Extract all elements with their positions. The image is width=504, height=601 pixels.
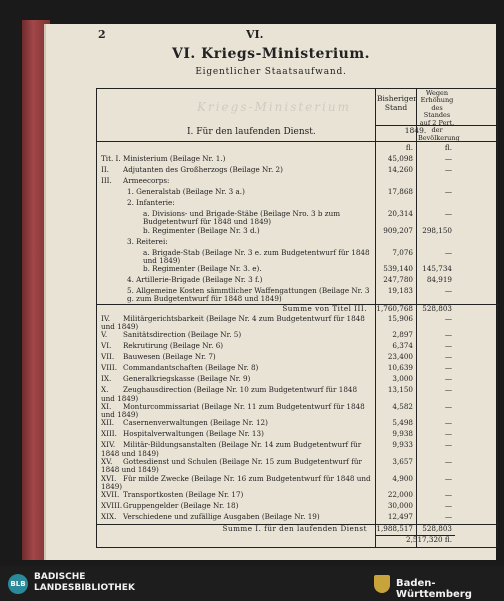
row-value-increase: — <box>444 247 452 257</box>
row-value-current <box>375 238 416 249</box>
coat-of-arms-icon[interactable] <box>374 575 390 593</box>
row-label <box>97 386 375 403</box>
row-text: Summe I. für den laufenden Dienst <box>222 524 367 534</box>
row-text: b. Regimenter (Beilage Nr. 3 d.) <box>143 225 260 235</box>
row-text: Gruppengelder (Beilage Nr. 18) <box>123 501 239 511</box>
row-number: XII. <box>101 418 115 428</box>
row-value-increase: — <box>444 341 452 351</box>
row-value-current: 3,000 <box>392 374 413 384</box>
row-value-current: 7,076 <box>392 247 413 257</box>
row-value-increase: 528,803 <box>422 524 452 534</box>
row-value-increase: — <box>444 418 452 428</box>
row-number: XI. <box>101 401 112 411</box>
bleed-through-text: Kriegs-Ministerium <box>197 100 351 114</box>
row-value-increase: — <box>444 165 452 174</box>
row-value-current: 10,639 <box>387 363 413 373</box>
row-text: Generalkriegskasse (Beilage Nr. 9) <box>123 374 251 384</box>
row-number: Tit. I. <box>101 154 121 163</box>
row-text: Militärgerichtsbarkeit (Beilage Nr. 4 zum Budgetentwurf für 1848 und 1849) <box>101 313 365 331</box>
row-number: VI. <box>101 341 112 351</box>
row-value-increase: — <box>444 501 452 511</box>
row-label <box>97 475 375 492</box>
row-text: Für milde Zwecke (Beilage Nr. 16 zum Budgetentwurf für 1848 und 1849) <box>101 473 371 491</box>
row-value-increase: — <box>444 374 452 384</box>
book-page <box>44 24 496 560</box>
row-value-current: 30,000 <box>387 501 413 511</box>
table-row <box>97 524 499 535</box>
row-value-current: 4,582 <box>392 401 413 411</box>
row-text: Summe von Titel III. <box>282 303 367 313</box>
row-value-increase: 298,150 <box>422 225 452 235</box>
row-value-current: 539,140 <box>383 264 413 274</box>
library-name[interactable] <box>34 572 135 595</box>
row-text: Hospitalverwaltungen (Beilage Nr. 13) <box>123 429 264 439</box>
row-value-increase: 528,803 <box>422 303 452 313</box>
row-text: b. Regimenter (Beilage Nr. 3. e). <box>143 264 262 274</box>
row-text: 5. Allgemeine Kosten sämmtlicher Waffengattungen (Beilage Nr. 3 g. zum Budgetentwurf für 1848 und 1849) <box>127 286 370 304</box>
table-row <box>97 315 499 332</box>
row-number: XIV. <box>101 440 116 450</box>
row-value-current: 5,498 <box>392 418 413 428</box>
row-number: XV. <box>101 456 113 466</box>
library-name-line2: LANDESBIBLIOTHEK <box>34 583 135 594</box>
row-text: Casernenverwaltungen (Beilage Nr. 12) <box>123 418 268 428</box>
row-text: 4. Artillerie-Brigade (Beilage Nr. 3 f.) <box>127 275 263 285</box>
row-text: Bauwesen (Beilage Nr. 7) <box>123 352 216 362</box>
running-header: VI. <box>246 28 264 41</box>
row-value-increase: — <box>444 429 452 439</box>
table-row <box>97 287 499 304</box>
row-label <box>97 315 375 332</box>
row-number: V. <box>101 330 108 340</box>
row-text: Gottesdienst und Schulen (Beilage Nr. 15 zum Budgetentwurf für 1848 und 1849) <box>101 456 362 475</box>
column-header-year: 1849. <box>404 126 427 135</box>
row-text: a. Divisions- und Brigade-Stäbe (Beilage Nro. 3 b zum Budgetentwurf für 1848 und 1849) <box>143 209 341 227</box>
table-row <box>97 210 499 227</box>
row-text: Verschiedene und zufällige Ausgaben (Beilage Nr. 19) <box>123 512 320 522</box>
row-label <box>97 210 375 227</box>
row-value-current: 9,938 <box>392 429 413 439</box>
row-text: Sanitätsdirection (Beilage Nr. 5) <box>123 330 242 340</box>
grand-total-value: 2,517,320 fl. <box>375 535 455 546</box>
row-value-increase: — <box>444 440 452 450</box>
row-number: IX. <box>101 374 112 384</box>
row-text: 1. Generalstab (Beilage Nr. 3 a.) <box>127 187 245 196</box>
row-value-increase: — <box>444 401 452 411</box>
grand-spacer <box>97 535 375 546</box>
row-text: Transportkosten (Beilage Nr. 17) <box>123 490 244 500</box>
row-value-current: 2,897 <box>392 330 413 340</box>
row-value-increase: — <box>444 209 452 218</box>
row-value-increase: — <box>444 363 452 373</box>
row-value-increase <box>416 238 455 249</box>
page-subtitle: Eigentlicher Staatsaufwand. <box>195 67 347 77</box>
table-body <box>97 144 499 546</box>
row-text: Commandantschaften (Beilage Nr. 8) <box>123 363 259 373</box>
row-value-current: 247,780 <box>383 275 413 285</box>
row-value-increase: — <box>444 473 452 483</box>
row-value-current: 19,183 <box>387 286 413 296</box>
row-label <box>97 513 375 524</box>
row-number: X. <box>101 385 109 395</box>
row-value-increase: — <box>444 352 452 362</box>
row-text: Rekrutirung (Beilage Nr. 6) <box>123 341 224 351</box>
row-text: Armeecorps: <box>123 176 170 185</box>
row-value-current: 3,657 <box>392 456 413 466</box>
row-value-increase: — <box>444 330 452 340</box>
row-value-current: 1,760,768 <box>376 303 413 313</box>
row-text: a. Brigade-Stab (Beilage Nr. 3 e. zum Budgetentwurf für 1848 und 1849) <box>143 247 370 265</box>
row-number: XVIII. <box>101 501 123 511</box>
row-value-current: 17,868 <box>387 187 413 196</box>
page-title: VI. Kriegs-Ministerium. <box>171 46 371 62</box>
table-row <box>97 475 499 492</box>
unit-current: fl. <box>405 143 413 152</box>
row-number: XVI. <box>101 473 117 483</box>
row-number: II. <box>101 165 109 174</box>
table-row <box>97 441 499 458</box>
column-header-increase: Wegen Erhöhung des Standes auf 2 Pert. der Bevölkerung <box>418 89 460 142</box>
row-value-increase: — <box>444 490 452 500</box>
library-name-line1: BADISCHE <box>34 572 86 582</box>
row-text: Monturcommissariat (Beilage Nr. 11 zum Budgetentwurf für 1848 und 1849) <box>101 401 365 420</box>
row-label <box>97 458 375 475</box>
row-number: XVII. <box>101 490 120 500</box>
table-row <box>97 458 499 475</box>
row-label <box>97 525 375 535</box>
row-value-current: 45,098 <box>387 154 413 163</box>
footer-bar <box>0 566 504 601</box>
row-value-increase: 84,919 <box>426 275 452 285</box>
row-label <box>97 403 375 420</box>
row-text: Adjutanten des Großherzogs (Beilage Nr. 2) <box>123 165 283 174</box>
budget-table <box>96 88 498 548</box>
page-number: 2 <box>98 28 106 41</box>
table-row <box>97 386 499 403</box>
row-text: Zeughausdirection (Beilage Nr. 10 zum Budgetentwurf für 1848 und 1849) <box>101 385 358 403</box>
row-number: IV. <box>101 313 111 323</box>
row-label <box>97 287 375 304</box>
row-number: VIII. <box>101 363 117 373</box>
row-value-current: 6,374 <box>392 341 413 351</box>
row-value-increase: — <box>444 313 452 323</box>
row-number: III. <box>101 176 112 185</box>
row-value-current: 13,150 <box>387 385 413 395</box>
row-number: VII. <box>101 352 115 362</box>
row-value-increase: — <box>444 456 452 466</box>
row-text: 2. Infanterie: <box>127 198 175 207</box>
row-value-current: 9,933 <box>392 440 413 450</box>
row-value-current: 14,260 <box>387 165 413 174</box>
row-value-current: 12,497 <box>387 512 413 522</box>
row-text: Militär-Bildungsanstalten (Beilage Nr. 14 zum Budgetentwurf für 1848 und 1849) <box>101 440 362 458</box>
row-text: 3. Reiterei: <box>127 236 168 246</box>
row-value-increase: 145,734 <box>422 264 452 274</box>
row-value-increase: — <box>444 512 452 522</box>
unit-increase: fl. <box>444 143 452 152</box>
row-value-current: 22,000 <box>387 490 413 500</box>
row-value-increase: — <box>444 286 452 296</box>
row-value-increase: — <box>444 187 452 196</box>
grand-total-row <box>97 535 499 546</box>
row-value-current: 4,900 <box>392 473 413 483</box>
row-number: XIX. <box>101 512 117 522</box>
row-value-current: 23,400 <box>387 352 413 362</box>
row-value-current: 20,314 <box>387 209 413 218</box>
row-value-increase: — <box>444 154 452 163</box>
blb-logo-icon[interactable]: BLB <box>8 574 28 594</box>
column-header-current: Bisheriger Stand <box>377 94 417 112</box>
row-value-current: 15,906 <box>387 313 413 323</box>
row-text: Ministerium (Beilage Nr. 1.) <box>123 154 226 163</box>
table-row <box>97 403 499 420</box>
row-value-increase: — <box>444 385 452 395</box>
row-label <box>97 249 375 266</box>
table-row <box>97 513 499 524</box>
row-number: XIII. <box>101 429 117 439</box>
row-value-current: 1,988,517 <box>376 524 413 534</box>
row-label <box>97 441 375 458</box>
row-value-current: 909,207 <box>383 225 413 235</box>
state-name[interactable]: Baden-Württemberg <box>396 578 472 600</box>
table-row <box>97 249 499 266</box>
section-title: I. Für den laufenden Dienst. <box>187 127 316 137</box>
